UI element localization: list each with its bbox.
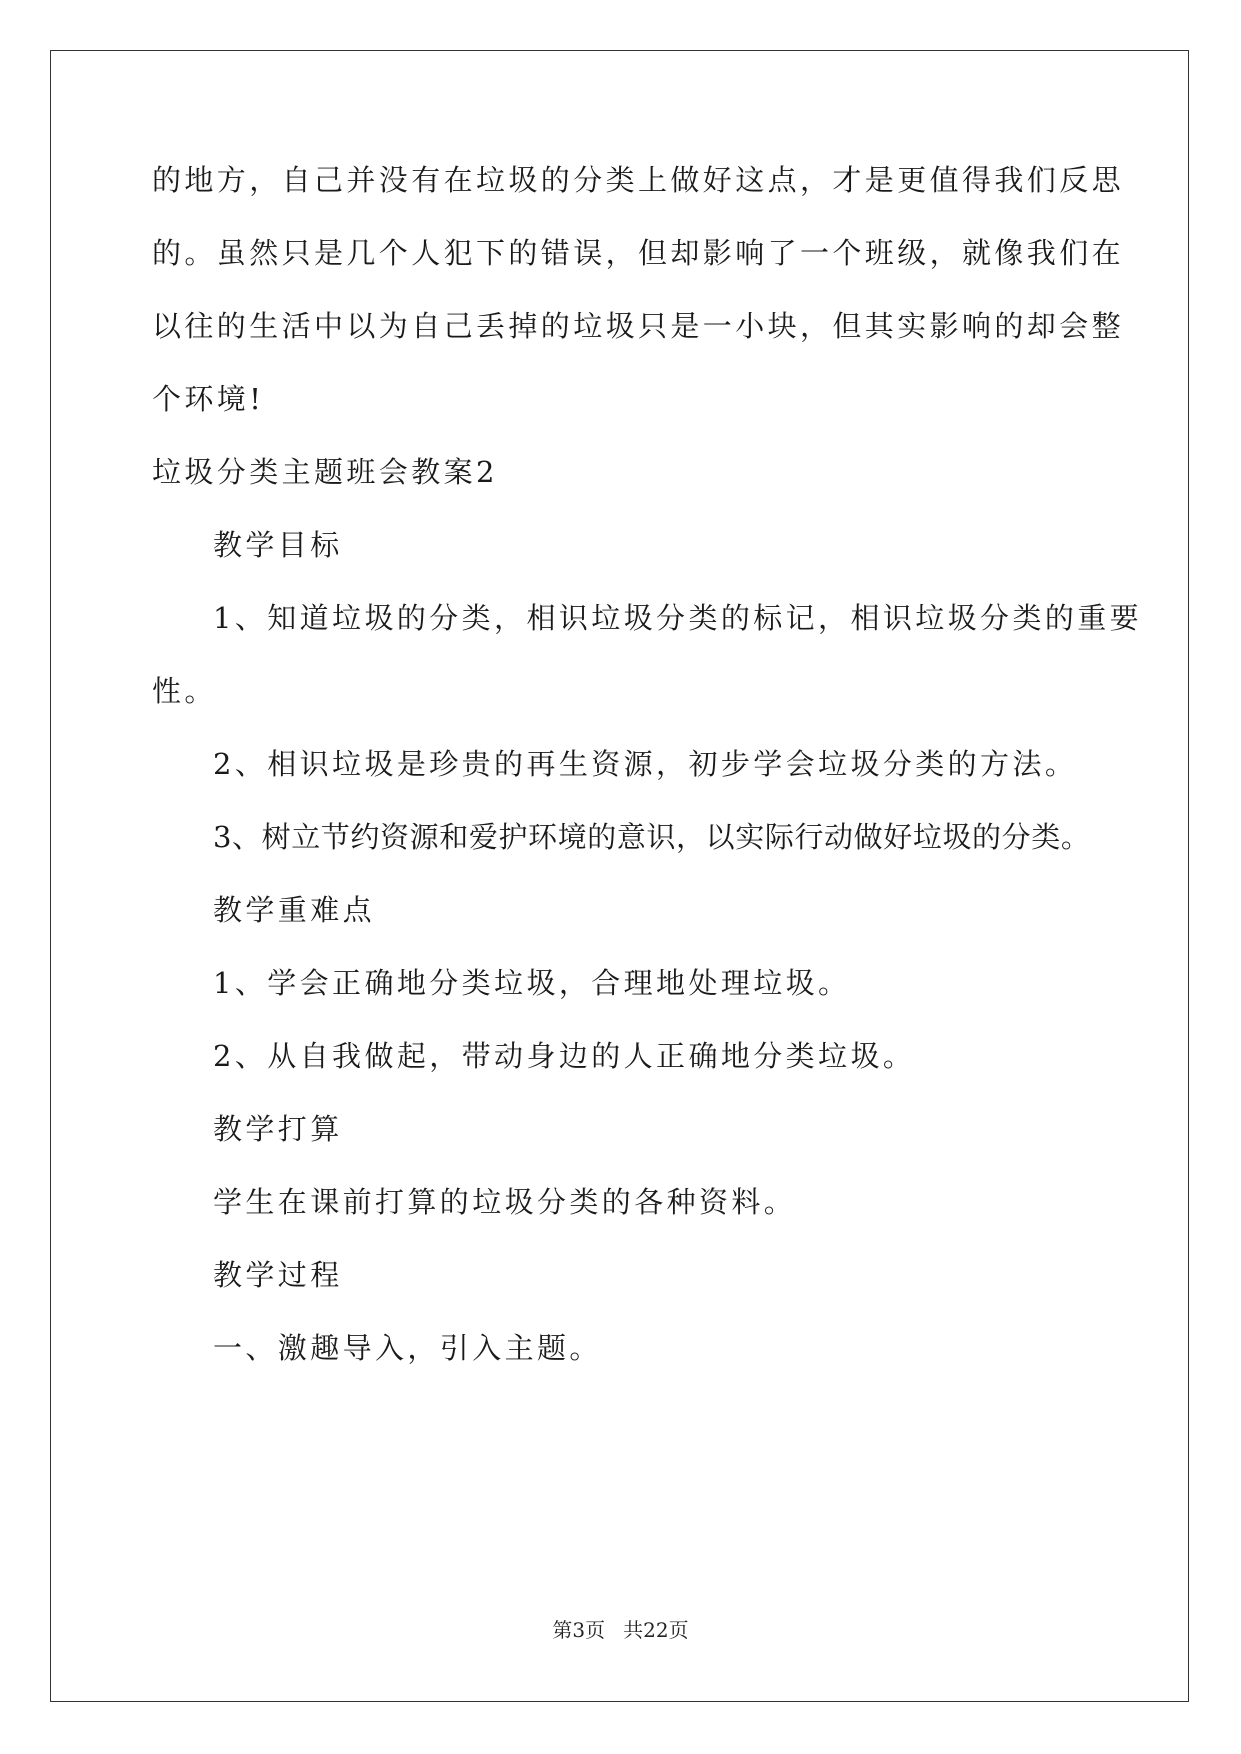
heading-preparation: 教学打算: [213, 1112, 343, 1146]
goal-item-2: 2、相识垃圾是珍贵的再生资源，初步学会垃圾分类的方法。: [213, 747, 1078, 781]
heading-teaching-goals: 教学目标: [213, 528, 343, 562]
goal-item-3: 3、树立节约资源和爱护环境的意识，以实际行动做好垃圾的分类。: [213, 820, 1091, 854]
page-total: 共22页: [623, 1618, 689, 1642]
key-point-1: 1、学会正确地分类垃圾，合理地处理垃圾。: [213, 966, 851, 1000]
preparation-text: 学生在课前打算的垃圾分类的各种资料。: [213, 1185, 797, 1219]
goal-item-1-cont: 性。: [152, 674, 217, 708]
page-border: [50, 50, 1189, 1702]
paragraph-line: 以往的生活中以为自己丢掉的垃圾只是一小块，但其实影响的却会整: [152, 309, 1125, 343]
goal-item-1: 1、知道垃圾的分类，相识垃圾分类的标记，相识垃圾分类的重要: [213, 601, 1143, 635]
heading-process: 教学过程: [213, 1258, 343, 1292]
page-number: 第3页: [552, 1618, 606, 1642]
paragraph-line: 个环境!: [152, 382, 265, 416]
process-step-1: 一、激趣导入，引入主题。: [213, 1331, 602, 1365]
section-title: 垃圾分类主题班会教案2: [152, 455, 498, 489]
page-footer: [0, 1617, 1241, 1643]
paragraph-line: 的地方，自己并没有在垃圾的分类上做好这点，才是更值得我们反思: [152, 163, 1125, 197]
paragraph-line: 的。虽然只是几个人犯下的错误，但却影响了一个班级，就像我们在: [152, 236, 1125, 270]
heading-key-points: 教学重难点: [213, 893, 376, 927]
key-point-2: 2、从自我做起，带动身边的人正确地分类垃圾。: [213, 1039, 916, 1073]
